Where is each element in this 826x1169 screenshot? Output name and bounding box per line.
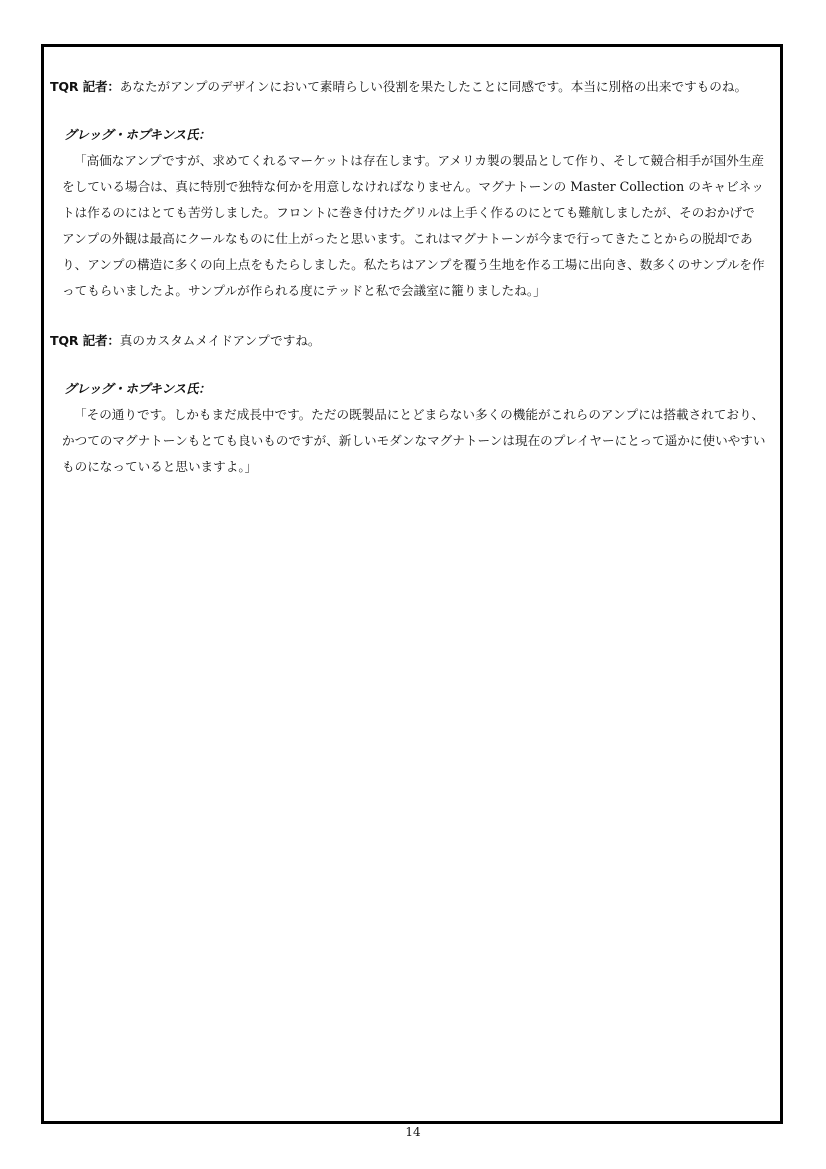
spacer bbox=[50, 304, 775, 328]
interview-body bbox=[50, 74, 775, 480]
interviewer-label: TQR 記者： bbox=[50, 333, 120, 348]
question-text: あなたがアンプのデザインにおいて素晴らしい役割を果たしたことに同感です。本当に別格の出来ですものね。 bbox=[119, 79, 748, 94]
spacer bbox=[50, 354, 775, 376]
answer-text: 「高価なアンプですが、求めてくれるマーケットは存在します。アメリカ製の製品として作り、そして競合相手が国外生産をしている場合は、真に特別で独特な何かを用意しなければなりません。マグナトーンの Master Collection のキャビネットは作るのにはとても苦労しました。フロントに巻き付けたグリルは上手く作るのにとても難航しましたが、そのおかげでアンプの外観は最高にクールなものに仕上がったと思います。これはマグナトーンが今まで行ってきたことからの脱却であり、アンプの構造に多くの向上点をもたらしました。私たちはアンプを覆う生地を作る工場に出向き、数多くのサンプルを作ってもらいましたよ。サンプルが作られる度にテッドと私で会議室に籠りましたね。」 bbox=[62, 153, 765, 298]
interviewer-question-1 bbox=[50, 74, 775, 100]
guest-speaker-label: グレッグ・ホプキンス氏： bbox=[64, 381, 211, 396]
interviewer-question-2 bbox=[50, 328, 775, 354]
question-text: 真のカスタムメイドアンプですね。 bbox=[119, 333, 321, 348]
answer-text: 「その通りです。しかもまだ成長中です。ただの既製品にとどまらない多くの機能がこれらのアンプには搭載されており、かつてのマグナトーンもとても良いものですが、新しいモダンなマグナトーンは現在のプレイヤーにとって遥かに使いやすいものになっていると思いますよ。」 bbox=[62, 407, 766, 474]
guest-answer-2 bbox=[50, 376, 775, 480]
guest-answer-1 bbox=[50, 122, 775, 304]
interviewer-label: TQR 記者： bbox=[50, 79, 120, 94]
spacer bbox=[50, 100, 775, 122]
page-number: 14 bbox=[405, 1125, 421, 1139]
guest-speaker-label: グレッグ・ホプキンス氏： bbox=[64, 127, 211, 142]
